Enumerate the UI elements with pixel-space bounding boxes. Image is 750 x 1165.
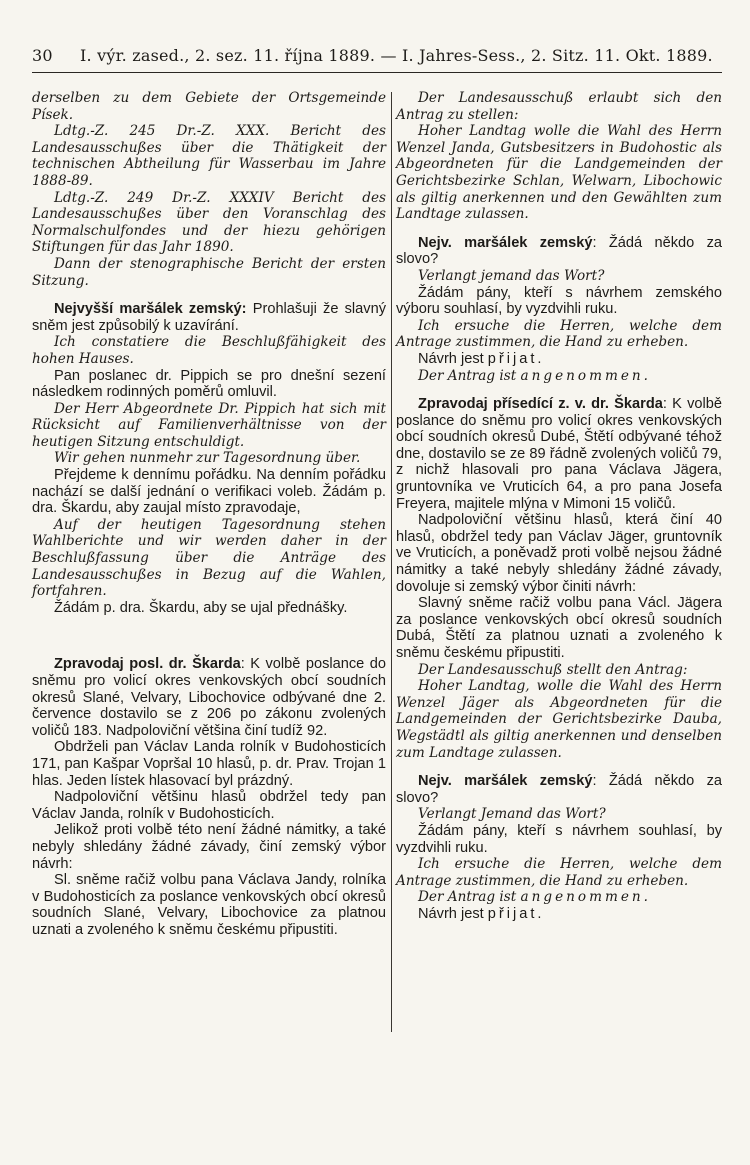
paragraph-text: Ldtg.-Z. 245 Dr.-Z. XXX. Bericht des Landesausschußes über die Thätigkeit der technischen Abtheilung für Wasserbau im Jahre 1888-89.: [32, 123, 386, 189]
paragraph-text: Obdrželi pan Václav Landa rolník v Budohosticích 171, pan Kašpar Vopršal 10 hlasů, p. dr. Prav. Trojan 1 hlas. Jeden lístek hlasovací byl prázdný.: [32, 739, 386, 789]
right-column: [396, 90, 722, 923]
paragraph: [396, 318, 722, 351]
paragraph-text: : Žádá někdo za slovo?: [396, 773, 722, 806]
paragraph: [396, 90, 722, 123]
paragraph: [32, 190, 386, 256]
paragraph-text: : Žádá někdo za slovo?: [396, 234, 722, 268]
paragraph-text: Žádám pány, kteří s návrhem souhlasí, by vyzdvihli ruku.: [396, 822, 722, 856]
paragraph: [396, 595, 722, 661]
paragraph-text: Jelikož proti volbě této není žádné námitky, a také nebyly shledány žádné závady, činí zemský výbor návrh:: [32, 822, 386, 872]
paragraph: [396, 351, 722, 368]
paragraph-text: Hoher Landtag, wolle die Wahl des Herrn Wenzel Jäger als Abgeordneten für die Landgemeinden der Gerichtsbezirke Dauba, Wegstädtl als giltig anerkennen und denselben zum Landtage zulassen.: [396, 678, 722, 761]
paragraph: [32, 467, 386, 517]
paragraph-text: : K volbě poslance do sněmu pro volicí okres venkovských obcí soudních okresů Dubé, Štětí odbývané téhož dne, dostavilo se ze 89 řádně zvolených voličů 79, z nichž hlasovali pro pana Václava Jägera, gruntovníka ve Vruticích 64, a pro pana Josefa Freyera, majitele mlýna v Mimoni 15 voličů.: [396, 396, 722, 512]
paragraph-text: Dann der stenographische Bericht der ersten Sitzung.: [32, 255, 386, 289]
paragraph-text: Der Herr Abgeordnete Dr. Pippich hat sich mit Rücksicht auf Familienverhältnisse von der heutigen Sitzung entschuldigt.: [32, 400, 386, 450]
paragraph: [32, 822, 386, 872]
paragraph: [32, 334, 386, 367]
paragraph-text: Sl. sněme račiž volbu pana Václava Jandy, rolníka v Budohosticích za poslance venkovských obcí okresů soudních Slané, Velvary, Libochovice za platnou uznati a zvoleného k sněmu českému připustiti.: [32, 872, 386, 938]
column-divider: [391, 92, 392, 1032]
paragraph-text: Der Landesausschuß erlaubt sich den Antrag zu stellen:: [396, 90, 722, 123]
paragraph: [32, 656, 386, 739]
paragraph-spacer: [396, 761, 722, 773]
paragraph: [396, 662, 722, 679]
left-column: [32, 90, 386, 939]
paragraph: [396, 806, 722, 823]
paragraph-text: Der Landesausschuß stellt den Antrag:: [418, 661, 688, 678]
speaker-name: Zpravodaj posl. dr. Škarda: [54, 656, 241, 673]
paragraph-prefix: Der Antrag ist: [418, 889, 521, 906]
paragraph-prefix: Der Antrag ist: [418, 367, 521, 384]
paragraph-text: Ich ersuche die Herren, welche dem Antrage zustimmen, die Hand zu erheben.: [396, 856, 722, 889]
paragraph-text: Ich constatiere die Beschlußfähigkeit des hohen Hauses.: [32, 334, 386, 367]
paragraph-text: Žádám p. dra. Škardu, aby se ujal přednášky.: [54, 599, 348, 616]
paragraph-text: Nadpoloviční většinu hlasů obdržel tedy pan Václav Janda, rolník v Budohosticích.: [32, 789, 386, 822]
paragraph: [32, 872, 386, 938]
paragraph-text: Verlangt Jemand das Wort?: [418, 806, 606, 823]
header-rule: [32, 72, 722, 73]
paragraph: [396, 285, 722, 318]
paragraph-prefix: Návrh jest: [418, 350, 488, 367]
paragraph: [32, 739, 386, 789]
paragraph-text: Žádám pány, kteří s návrhem zemského výboru souhlasí, by vyzdvihli ruku.: [396, 284, 722, 318]
paragraph-spacer: [396, 384, 722, 396]
paragraph-text: Prohlašuji že slavný sněm jest způsobilý k uzavírání.: [32, 301, 386, 334]
paragraph-text: .: [537, 905, 542, 922]
paragraph-text: .: [643, 889, 648, 906]
paragraph: [32, 301, 386, 334]
paragraph-text: : K volbě poslance do sněmu pro volicí okres venkovských obcí soudních okresů Slané, Velvary, Libochovice odbývané dne 2. července dostavilo se z 206 po zákonu zvolených voličů 183. Nadpoloviční většina činí tudíž 92.: [32, 656, 387, 739]
paragraph-text: Přejdeme k dennímu pořádku. Na denním pořádku nachází se další jednání o verifikaci voleb. Žádám p. dra. Škardu, aby zaujal místo zpravodaje,: [32, 467, 386, 517]
paragraph: [396, 823, 722, 856]
paragraph-text: derselben zu dem Gebiete der Ortsgemeinde Písek.: [32, 90, 386, 123]
paragraph: [32, 789, 386, 822]
paragraph: [32, 517, 386, 600]
paragraph: [396, 906, 722, 923]
paragraph: [396, 368, 722, 385]
paragraph-prefix: Návrh jest: [418, 905, 488, 922]
speaker-name: Nejv. maršálek zemský: [418, 773, 593, 790]
speaker-name: Nejv. maršálek zemský: [418, 234, 593, 251]
paragraph-text: Wir gehen nunmehr zur Tagesordnung über.: [54, 450, 361, 467]
paragraph-text: Pan poslanec dr. Pippich se pro dnešní sezení následkem rodinných poměrů omluvil.: [32, 367, 386, 401]
paragraph: [32, 256, 386, 289]
emphasized-word: přijat: [487, 905, 538, 922]
paragraph: [396, 268, 722, 285]
paragraph: [396, 396, 722, 512]
paragraph: [396, 123, 722, 223]
paragraph: [396, 235, 722, 268]
paragraph: [396, 678, 722, 761]
paragraph: [396, 773, 722, 806]
paragraph-text: Hoher Landtag wolle die Wahl des Herrn Wenzel Janda, Gutsbesitzers in Budohostic als Abgeordneten für die Landgemeinden der Gerichtsbezirke Schlan, Welwarn, Libochowic als giltig anerkennen und den Gewählten zum Landtage zulassen.: [396, 123, 722, 223]
paragraph-text: Ich ersuche die Herren, welche dem Antrage zustimmen, die Hand zu erheben.: [396, 317, 722, 351]
running-header: [32, 46, 722, 65]
speaker-name: Zpravodaj přísedící z. v. dr. Škarda: [418, 396, 663, 413]
speaker-name: Nejvyšší maršálek zemský:: [54, 301, 247, 318]
paragraph: [32, 600, 386, 617]
paragraph: [32, 90, 386, 123]
page-number: 30: [32, 46, 53, 65]
paragraph: [396, 889, 722, 906]
emphasized-word: angenommen: [520, 367, 644, 384]
paragraph: [32, 401, 386, 451]
paragraph-text: .: [643, 367, 648, 384]
paragraph-spacer: [396, 223, 722, 235]
paragraph-text: Slavný sněme račiž volbu pana Václ. Jägera za poslance venkovských obcí okresů soudních Dubá, Štětí za platnou uznati a zvoleného k sněmu českému připustiti.: [396, 595, 722, 661]
emphasized-word: angenommen: [520, 889, 644, 906]
paragraph-text: Verlangt jemand das Wort?: [418, 267, 605, 284]
paragraph-spacer: [32, 616, 386, 656]
paragraph: [396, 512, 722, 595]
paragraph-text: .: [537, 350, 542, 367]
paragraph: [396, 856, 722, 889]
paragraph: [32, 123, 386, 189]
paragraph-text: Ldtg.-Z. 249 Dr.-Z. XXXIV Bericht des Landesausschußes über den Voranschlag des Normalschulfondes und der hiezu gehörigen Stiftungen für das Jahr 1890.: [32, 189, 386, 256]
emphasized-word: přijat: [487, 350, 538, 367]
paragraph-spacer: [32, 289, 386, 301]
running-title: I. výr. zased., 2. sez. 11. října 1889. — I. Jahres-Sess., 2. Sitz. 11. Okt. 1889.: [80, 46, 713, 65]
paragraph: [32, 368, 386, 401]
paragraph: [32, 450, 386, 467]
paragraph-text: Nadpoloviční většinu hlasů, která činí 40 hlasů, obdržel tedy pan Václav Jäger, gruntovník ve Vruticích, a poněvadž proti volbě nejsou žádné námitky a také nebyly shledány žádné závady, dovoluje si zemský výbor činiti návrh:: [396, 512, 722, 595]
paragraph-text: Auf der heutigen Tagesordnung stehen Wahlberichte und wir werden daher in der Beschlußfassung über die Anträge des Landesausschußes in Bezug auf die Wahlen, fortfahren.: [32, 516, 386, 600]
